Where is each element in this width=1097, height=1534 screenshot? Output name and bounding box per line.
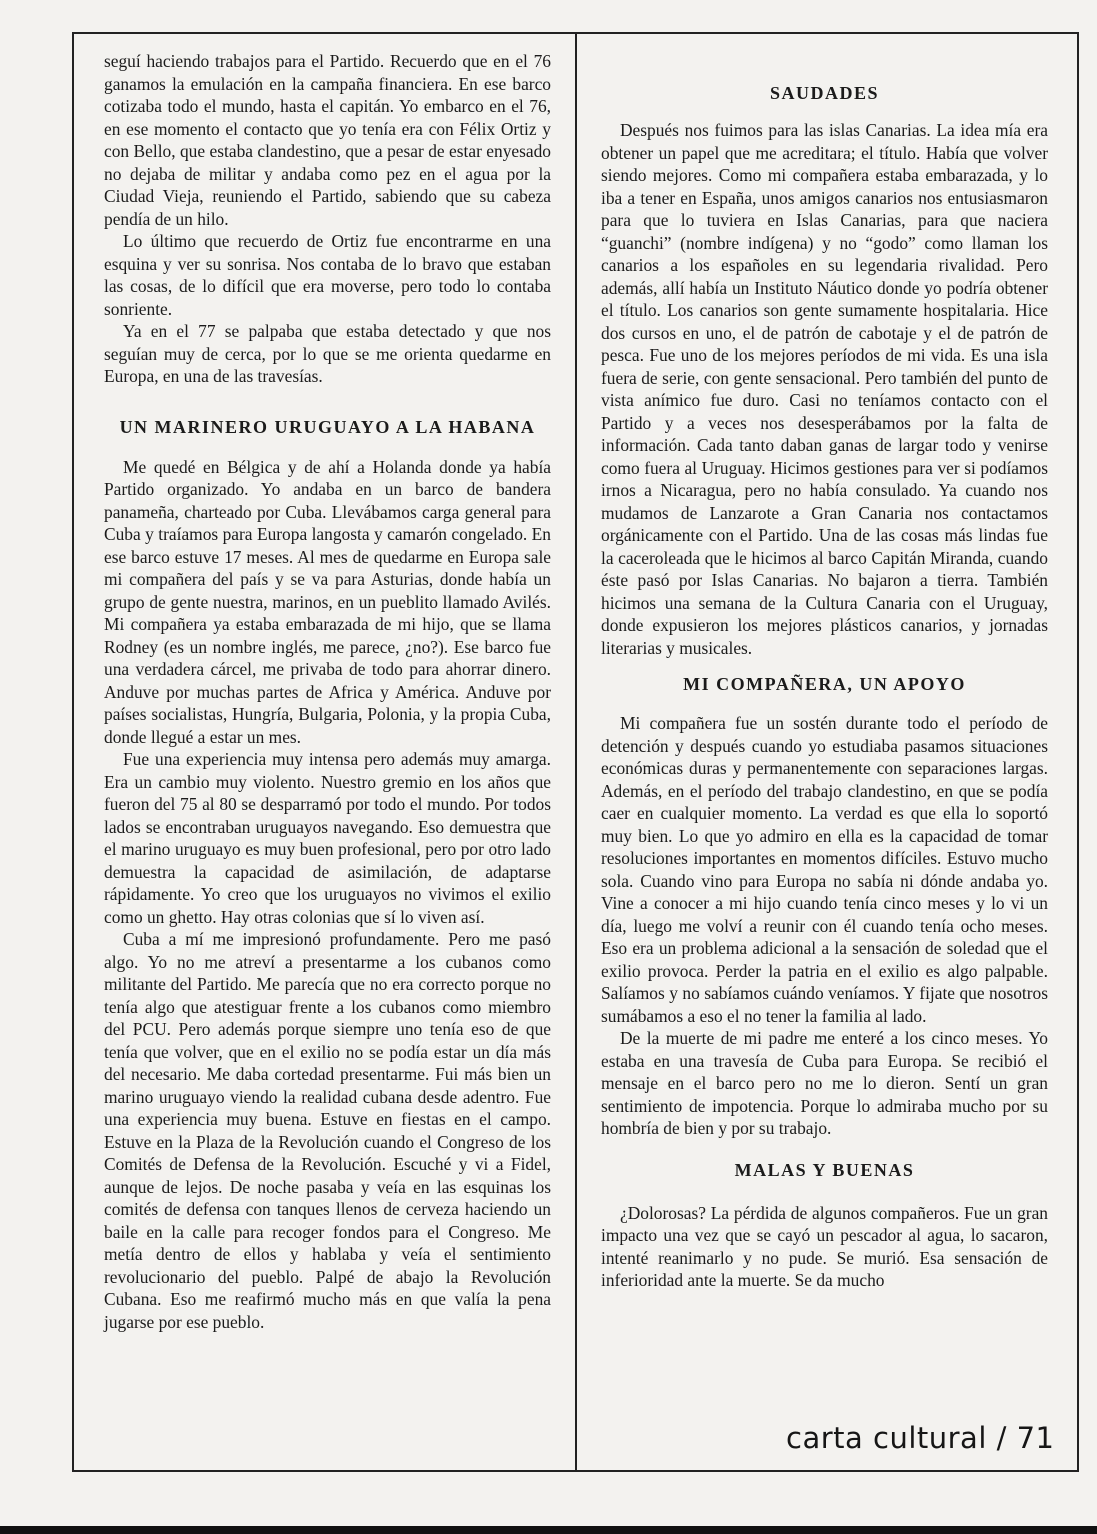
paragraph: seguí haciendo trabajos para el Partido. Recuerdo que en el 76 ganamos la emulación en la campaña financiera. En ese barco cotizaba todo el mundo, hasta el capitán. Yo embarco en el 76, en ese momento el contacto que yo tenía era con Félix Ortiz y con Bello, que estaba clandestino, que a pesar de estar enyesado no dejaba de militar y andaba como pez en el agua por la Ciudad Vieja, reuniendo el Partido, sabiendo que su cabeza pendía de un hilo. xyxy=(104,51,551,229)
bottom-edge xyxy=(0,1526,1097,1534)
paragraph: Lo último que recuerdo de Ortiz fue encontrarme en una esquina y ver su sonrisa. Nos contaba de lo bravo que estaban las cosas, de lo difícil que era moverse, pero todo lo contaba sonriente. xyxy=(104,231,551,319)
paragraph: ¿Dolorosas? La pérdida de algunos compañeros. Fue un gran impacto una vez que se cayó un pescador al agua, lo sacaron, intenté reanimarlo y no pude. Se murió. Esa sensación de inferioridad ante la muerte. Se da mucho xyxy=(601,1202,1048,1290)
column-divider xyxy=(575,32,577,1472)
paragraph: Me quedé en Bélgica y de ahí a Holanda donde ya había Partido organizado. Yo andaba en un barco de bandera panameña, charteado por Cuba. Llevábamos carga general para Cuba y traíamos para Europa langosta y camarón congelado. En ese barco estuve 17 meses. Al mes de quedarme en Europa sale mi compañera del país y se va para Asturias, donde había un grupo de gente nuestra, marinos, en un pueblito llamado Avilés. Mi compañera ya estaba embarazada de mi hijo, que se llama Rodney (es un nombre inglés, me parece, ¿no?). Ese barco fue una verdadera cárcel, me privaba de todo para ahorrar dinero. Anduve por muchas partes de Africa y América. Anduve por países socialistas, Hungría, Bulgaria, Polonia, y la propia Cuba, donde llegué a estar un mes. xyxy=(104,456,551,747)
paragraph: Después nos fuimos para las islas Canarias. La idea mía era obtener un papel que me acreditara; el título. Había que volver siendo mejores. Como mi compañera estaba embarazada, y lo iba a tener en España, unos amigos canarios nos entusiasmaron para que lo tuviera en Islas Canarias, para que naciera “guanchi” (nombre indígena) y no “godo” como llaman los canarios a los españoles en su legendaria rivalidad. Pero además, allí había un Instituto Náutico donde yo podría obtener el título. Los canarios son gente sumamente hospitalaria. Hice dos cursos en uno, el de patrón de cabotaje y el de patrón de pesca. Fue uno de los mejores períodos de mi vida. Es una isla fuera de serie, con gente sensacional. Pero también del punto de vista anímico fue duro. Casi no teníamos contacto con el Partido y a veces nos desesperábamos por la falta de información. Cada tanto daban ganas de largar todo y venirse como fuera al Uruguay. Hicimos gestiones para ver si podíamos irnos a Nicaragua, pero no había consulado. Ya cuando nos mudamos de Lanzarote a Gran Canaria nos contactamos orgánicamente con el Partido. Una de las cosas más lindas fue la caceroleada que le hicimos al barco Capitán Miranda, cuando éste pasó por Islas Canarias. No bajaron a tierra. También hicimos una semana de la Cultura Canaria con el Uruguay, donde expusieron los mejores plásticos canarios, y jornadas literarias y musicales. xyxy=(601,120,1048,658)
section-heading-malas: MALAS Y BUENAS xyxy=(734,1159,915,1180)
right-column xyxy=(601,50,1048,1292)
section-heading-companera: MI COMPAÑERA, UN APOYO xyxy=(683,674,966,694)
paragraph: Fue una experiencia muy intensa pero además muy amarga. Era un cambio muy violento. Nuestro gremio en los años que fueron del 75 al 80 se desparramó por todo el mundo. Por todos lados se encontraban uruguayos navegando. Eso demuestra que el marino uruguayo es muy buen profesional, pero por otro lado demuestra la capacidad de asimilación, de adaptarse rápidamente. Yo creo que los uruguayos no vivimos el exilio como un ghetto. Hay otras colonias que sí lo viven así. xyxy=(104,749,551,927)
left-column xyxy=(104,50,551,1333)
paragraph: Cuba a mí me impresionó profundamente. Pero me pasó algo. Yo no me atreví a presentarme a los cubanos como militante del Partido. Me parecía que no era correcto porque no tenía algo que atestiguar frente a los cubanos como miembro del PCU. Pero además porque siempre uno tenía eso de que tenía que volver, que en el exilio no se podía estar un día más del necesario. Me daba cortedad presentarme. Fui más bien un marino uruguayo viendo la realidad cubana desde adentro. Fue una experiencia muy buena. Estuve en fiestas en el campo. Estuve en la Plaza de la Revolución cuando el Congreso de los Comités de Defensa de la Revolución. Escuché y vi a Fidel, aunque de lejos. De noche pasaba y veía en las esquinas los comités de defensa con tanques llenos de cerveza haciendo un baile en la calle para recoger fondos para el Congreso. Me metía dentro de ellos y hablaba y veía el sentimiento revolucionario del pueblo. Palpé de abajo la Revolución Cubana. Eso me reafirmó mucho más en que valía la pena jugarse por ese pueblo. xyxy=(104,929,551,1332)
paragraph: De la muerte de mi padre me enteré a los cinco meses. Yo estaba en una travesía de Cuba para Europa. Se recibió el mensaje en el barco pero no me lo dieron. Sentí un gran sentimiento de impotencia. Porque lo admiraba mucho por su hombría de bien y por su trabajo. xyxy=(601,1028,1048,1138)
page-footer: carta cultural / 71 xyxy=(786,1421,1055,1455)
paragraph: Ya en el 77 se palpaba que estaba detectado y que nos seguían muy de cerca, por lo que se me orienta quedarme en Europa, en una de las travesías. xyxy=(104,321,551,386)
section-heading-marinero: UN MARINERO URUGUAYO A LA HABANA xyxy=(119,416,536,437)
section-heading-saudades: SAUDADES xyxy=(769,83,880,103)
paragraph: Mi compañera fue un sostén durante todo el período de detención y después cuando yo estudiaba pasamos situaciones económicas duras y permanentemente con separaciones largas. Además, en el período del trabajo clandestino, en que se podía caer en cualquier momento. La verdad es que ella lo soportó muy bien. Lo que yo admiro en ella es la capacidad de tomar resoluciones importantes en momentos difíciles. Estuvo mucho sola. Cuando vino para Europa no sabía ni dónde andaba yo. Vine a conocer a mi hijo cuando tenía cinco meses y lo vi un día, luego me volví a reunir con él cuando tenía ocho meses. Eso era un problema adicional a la sensación de soledad que el exilio provoca. Perder la patria en el exilio es algo palpable. Salíamos y no sabíamos cuándo veníamos. Y fijate que nosotros sumábamos a eso el no tener la familia al lado. xyxy=(601,713,1048,1026)
